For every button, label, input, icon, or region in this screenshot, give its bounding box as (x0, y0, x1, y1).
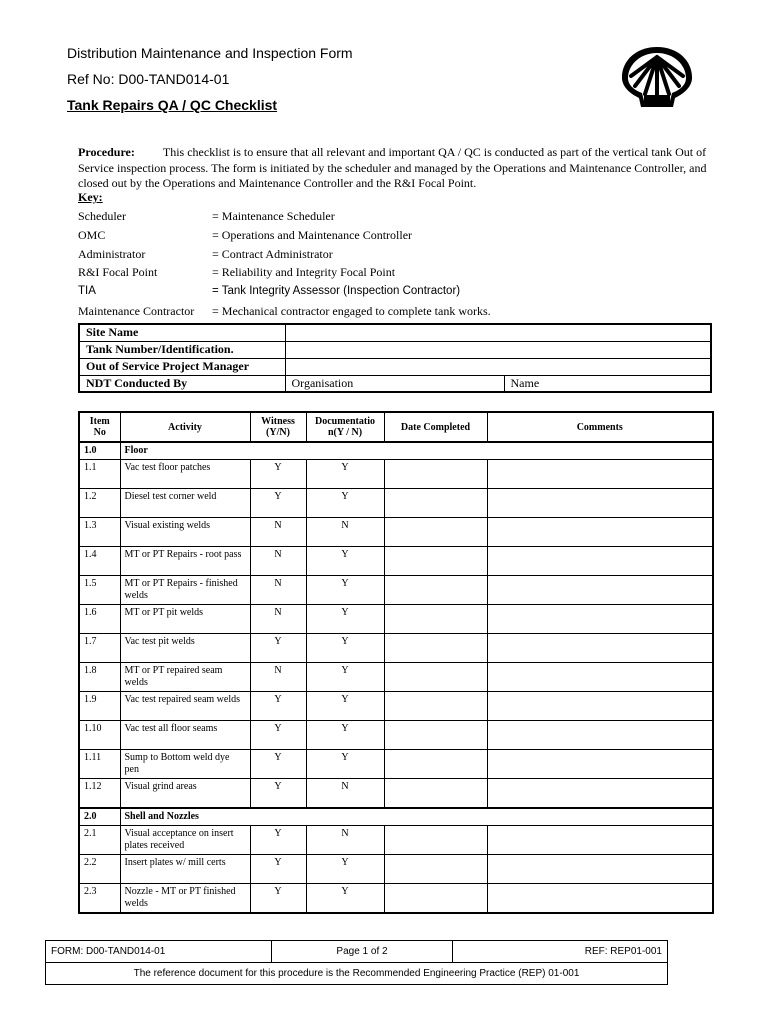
tank-number-label: Tank Number/Identification. (79, 341, 285, 358)
section-number: 2.0 (79, 808, 120, 826)
item-no: 1.4 (79, 547, 120, 576)
procedure-text: This checklist is to ensure that all relevant and important QA / QC is conducted as part of the vertical tank Out of Service inspection process. The form is initiated by the scheduler and managed by the Operations and Maintenance Controller, and closed out by the Operations and Maintenance Controller and the R&I Focal Point. (78, 145, 707, 190)
key-term: R&I Focal Point (78, 265, 158, 279)
item-no: 1.6 (79, 605, 120, 634)
date-completed-field[interactable] (384, 692, 487, 721)
key-item (78, 209, 718, 227)
tank-number-field[interactable] (285, 341, 711, 358)
table-row (79, 825, 713, 854)
documentation: Y (306, 883, 384, 913)
project-manager-field[interactable] (285, 358, 711, 375)
date-completed-field[interactable] (384, 576, 487, 605)
comments-field[interactable] (487, 692, 713, 721)
col-header-witness: Witness (Y/N) (250, 412, 306, 442)
witness: Y (250, 460, 306, 489)
item-no: 1.2 (79, 489, 120, 518)
checklist-table (78, 411, 714, 914)
documentation: Y (306, 663, 384, 692)
documentation: Y (306, 750, 384, 779)
site-info-table (78, 323, 712, 393)
activity: Vac test floor patches (120, 460, 250, 489)
comments-field[interactable] (487, 460, 713, 489)
table-row (79, 883, 713, 913)
key-item (78, 285, 718, 303)
activity: Insert plates w/ mill certs (120, 854, 250, 883)
witness: Y (250, 489, 306, 518)
comments-field[interactable] (487, 489, 713, 518)
activity: Vac test all floor seams (120, 721, 250, 750)
documentation: Y (306, 489, 384, 518)
witness: N (250, 518, 306, 547)
activity: Vac test pit welds (120, 634, 250, 663)
organisation-field[interactable] (285, 375, 504, 392)
comments-field[interactable] (487, 750, 713, 779)
key-item (78, 265, 718, 283)
item-no: 1.9 (79, 692, 120, 721)
activity: Vac test repaired seam welds (120, 692, 250, 721)
section-title: Floor (120, 442, 713, 460)
documentation: N (306, 518, 384, 547)
ref-number: Ref No: D00-TAND014-01 (67, 71, 230, 87)
table-row (79, 779, 713, 808)
documentation: Y (306, 605, 384, 634)
table-row (79, 547, 713, 576)
witness: N (250, 605, 306, 634)
section-row (79, 442, 713, 460)
date-completed-field[interactable] (384, 460, 487, 489)
witness: Y (250, 692, 306, 721)
shell-logo-icon (617, 44, 697, 110)
key-item (78, 247, 718, 265)
item-no: 2.1 (79, 825, 120, 854)
documentation: Y (306, 721, 384, 750)
footer-reference-note: The reference document for this procedure is the Recommended Engineering Practice (REP) 01-001 (46, 963, 668, 985)
item-no: 1.1 (79, 460, 120, 489)
table-row (79, 518, 713, 547)
footer-page-number: Page 1 of 2 (272, 941, 453, 963)
witness: Y (250, 750, 306, 779)
documentation: N (306, 779, 384, 808)
section-title: Shell and Nozzles (120, 808, 713, 826)
item-no: 1.3 (79, 518, 120, 547)
col-header-activity: Activity (120, 412, 250, 442)
comments-field[interactable] (487, 576, 713, 605)
table-row (79, 721, 713, 750)
activity: Nozzle - MT or PT finished welds (120, 883, 250, 913)
documentation: Y (306, 854, 384, 883)
footer-ref: REF: REP01-001 (453, 941, 668, 963)
activity: MT or PT Repairs - root pass (120, 547, 250, 576)
key-term: Maintenance Contractor (78, 304, 195, 318)
date-completed-field[interactable] (384, 779, 487, 808)
key-term: Scheduler (78, 209, 126, 223)
comments-field[interactable] (487, 547, 713, 576)
date-completed-field[interactable] (384, 883, 487, 913)
table-row (79, 634, 713, 663)
section-number: 1.0 (79, 442, 120, 460)
key-label: Key: (78, 190, 103, 204)
key-meaning: = Contract Administrator (212, 247, 333, 261)
witness: Y (250, 721, 306, 750)
witness: Y (250, 634, 306, 663)
key-meaning: = Tank Integrity Assessor (Inspection Contractor) (212, 285, 461, 297)
key-term: Administrator (78, 247, 146, 261)
col-header-date-completed: Date Completed (384, 412, 487, 442)
table-row (79, 692, 713, 721)
date-completed-field[interactable] (384, 663, 487, 692)
key-item (78, 304, 718, 322)
documentation: Y (306, 692, 384, 721)
activity: Visual grind areas (120, 779, 250, 808)
project-manager-label: Out of Service Project Manager (79, 358, 285, 375)
organisation-label: Organisation (291, 375, 354, 390)
name-label: Name (510, 375, 540, 390)
witness: Y (250, 854, 306, 883)
comments-field[interactable] (487, 721, 713, 750)
activity: Diesel test corner weld (120, 489, 250, 518)
procedure-label: Procedure: (78, 145, 135, 159)
table-row (79, 489, 713, 518)
key-meaning: = Mechanical contractor engaged to complete tank works. (212, 304, 491, 318)
witness: N (250, 663, 306, 692)
witness: Y (250, 779, 306, 808)
checklist-title: Tank Repairs QA / QC Checklist (67, 97, 278, 113)
col-header-documentation: Documentatio n(Y / N) (306, 412, 384, 442)
date-completed-field[interactable] (384, 825, 487, 854)
activity: Visual acceptance on insert plates received (120, 825, 250, 854)
documentation: N (306, 825, 384, 854)
key-term: OMC (78, 228, 106, 242)
activity: MT or PT pit welds (120, 605, 250, 634)
item-no: 1.5 (79, 576, 120, 605)
date-completed-field[interactable] (384, 547, 487, 576)
witness: Y (250, 883, 306, 913)
documentation: Y (306, 460, 384, 489)
key-item (78, 228, 718, 246)
section-row (79, 808, 713, 826)
item-no: 1.7 (79, 634, 120, 663)
item-no: 2.2 (79, 854, 120, 883)
item-no: 1.11 (79, 750, 120, 779)
footer-form-number: FORM: D00-TAND014-01 (46, 941, 272, 963)
comments-field[interactable] (487, 663, 713, 692)
page-footer (45, 940, 668, 985)
comments-field[interactable] (487, 605, 713, 634)
date-completed-field[interactable] (384, 854, 487, 883)
site-name-label: Site Name (79, 324, 285, 341)
ndt-label: NDT Conducted By (79, 375, 285, 392)
date-completed-field[interactable] (384, 750, 487, 779)
date-completed-field[interactable] (384, 518, 487, 547)
key-meaning: = Operations and Maintenance Controller (212, 228, 413, 242)
site-name-field[interactable] (285, 324, 711, 341)
form-title: Distribution Maintenance and Inspection Form (67, 45, 353, 61)
table-row (79, 576, 713, 605)
witness: Y (250, 825, 306, 854)
item-no: 2.3 (79, 883, 120, 913)
comments-field[interactable] (487, 825, 713, 854)
key-meaning: = Reliability and Integrity Focal Point (212, 265, 396, 279)
witness: N (250, 576, 306, 605)
item-no: 1.8 (79, 663, 120, 692)
date-completed-field[interactable] (384, 634, 487, 663)
key-term: TIA (78, 285, 96, 297)
table-row (79, 460, 713, 489)
witness: N (250, 547, 306, 576)
item-no: 1.12 (79, 779, 120, 808)
col-header-comments: Comments (487, 412, 713, 442)
table-row (79, 750, 713, 779)
activity: Sump to Bottom weld dye pen (120, 750, 250, 779)
activity: Visual existing welds (120, 518, 250, 547)
date-completed-field[interactable] (384, 605, 487, 634)
documentation: Y (306, 547, 384, 576)
key-meaning: = Maintenance Scheduler (212, 209, 335, 223)
col-header-item-no: Item No (79, 412, 120, 442)
date-completed-field[interactable] (384, 721, 487, 750)
comments-field[interactable] (487, 518, 713, 547)
table-row (79, 854, 713, 883)
table-row (79, 663, 713, 692)
comments-field[interactable] (487, 634, 713, 663)
item-no: 1.10 (79, 721, 120, 750)
activity: MT or PT repaired seam welds (120, 663, 250, 692)
comments-field[interactable] (487, 883, 713, 913)
comments-field[interactable] (487, 854, 713, 883)
documentation: Y (306, 576, 384, 605)
procedure-paragraph (78, 145, 718, 192)
activity: MT or PT Repairs - finished welds (120, 576, 250, 605)
table-row (79, 605, 713, 634)
date-completed-field[interactable] (384, 489, 487, 518)
comments-field[interactable] (487, 779, 713, 808)
name-field[interactable] (504, 375, 711, 392)
documentation: Y (306, 634, 384, 663)
